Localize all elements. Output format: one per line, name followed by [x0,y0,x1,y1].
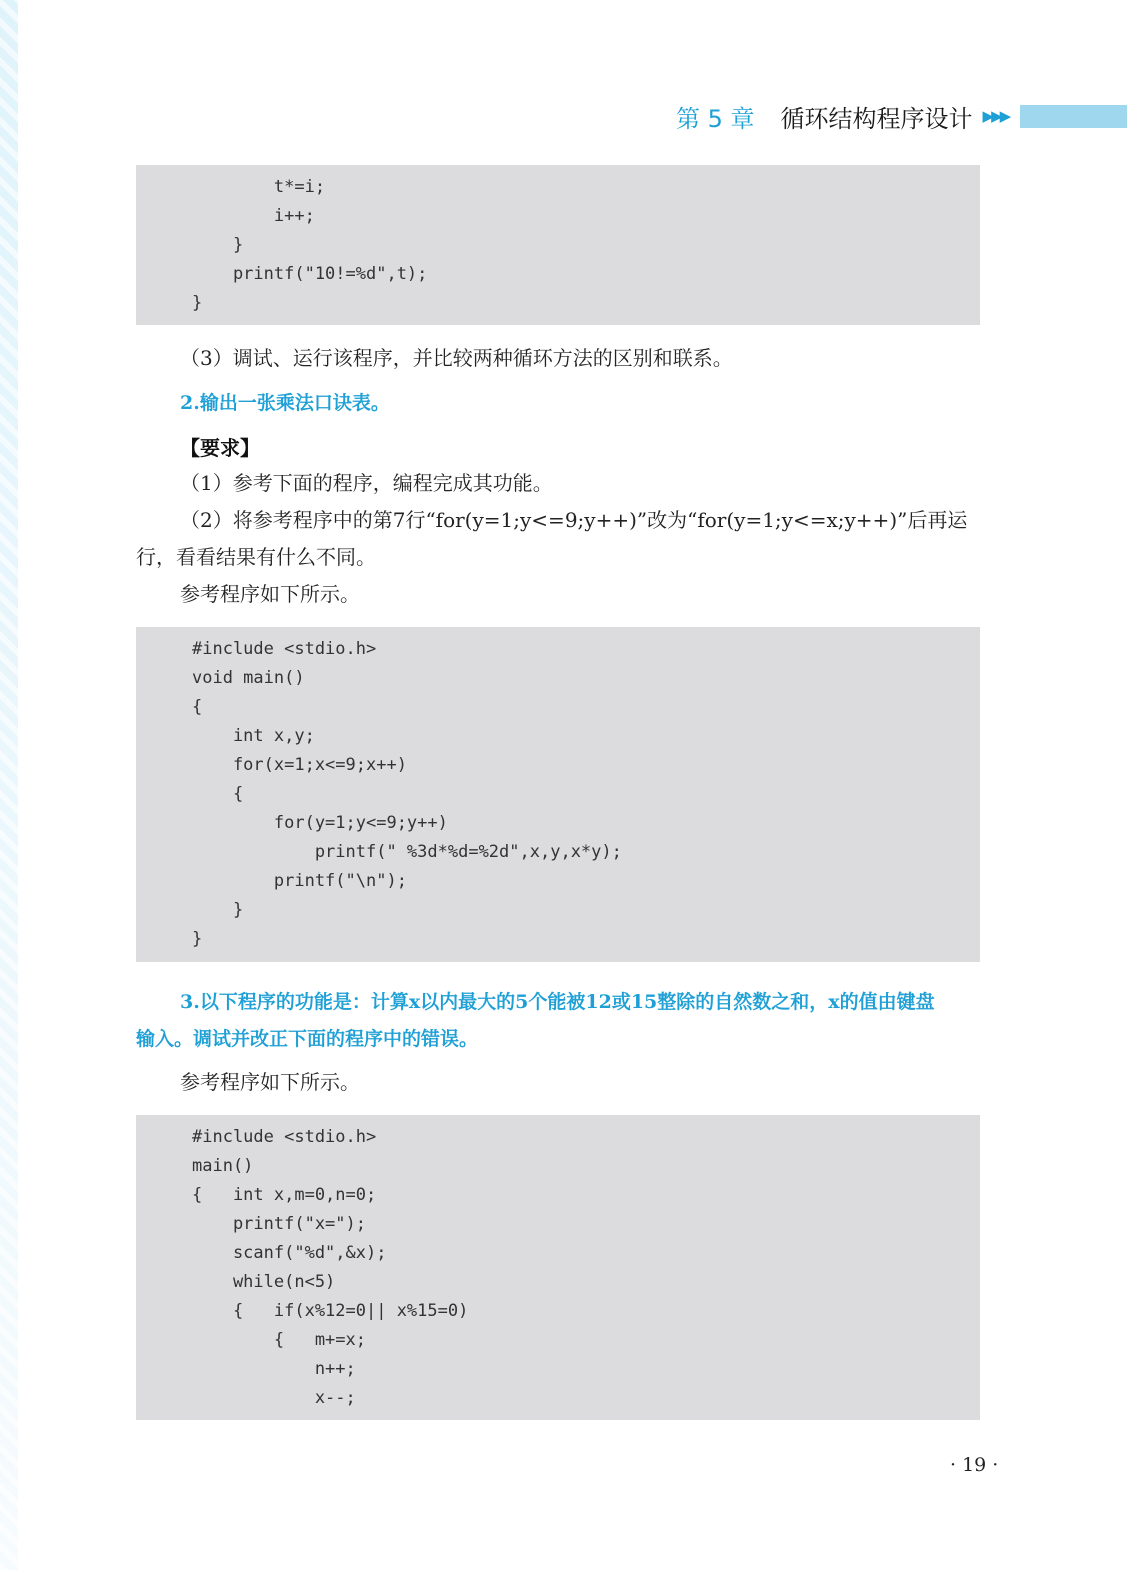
triple-arrow-icon: ▶▶▶ [982,107,1009,125]
requirement-2-line-1: （2）将参考程序中的第7行“for(y=1;y<=9;y++)”改为“for(y=1;y<=x;y++)”后再运 [180,508,968,532]
page-number: · 19 · [950,1454,999,1476]
code-block-2 [136,627,980,962]
requirement-1: （1）参考下面的程序，编程完成其功能。 [180,471,553,495]
header-accent-bar [1020,105,1127,128]
code-line: x--; [192,1388,356,1408]
code-line: while(n<5) [192,1272,336,1292]
chapter-header [676,98,1008,134]
code-line: { [192,784,244,804]
code-line: i++; [192,206,315,226]
code-block-3 [136,1115,980,1420]
section-3-title-line-2: 输入。调试并改正下面的程序中的错误。 [136,1028,479,1050]
code-line: printf("x="); [192,1214,366,1234]
code-line: for(x=1;x<=9;x++) [192,755,407,775]
code-line: { m+=x; [192,1330,366,1350]
code-line: } [192,235,244,255]
step-3-text: （3）调试、运行该程序，并比较两种循环方法的区别和联系。 [180,346,733,370]
code-line: t*=i; [192,177,326,197]
requirements-label: 【要求】 [180,436,260,460]
side-strip-pattern [0,0,18,1570]
code-line: } [192,929,203,949]
code-line: printf(" %3d*%d=%2d",x,y,x*y); [192,842,622,862]
code-line: #include <stdio.h> [192,639,377,659]
code-line: printf("10!=%d",t); [192,264,428,284]
code-line: void main() [192,668,305,688]
section-2-title: 2.输出一张乘法口诀表。 [180,392,390,414]
code-line: #include <stdio.h> [192,1127,377,1147]
code-line: n++; [192,1359,356,1379]
code-line: { int x,m=0,n=0; [192,1185,377,1205]
decorative-side-strip [0,0,18,1570]
chapter-label: 第 5 章 [676,104,755,133]
code-line: scanf("%d",&x); [192,1243,387,1263]
section-3-title-line-1: 3.以下程序的功能是：计算x以内最大的5个能被12或15整除的自然数之和，x的值由键盘 [180,991,935,1013]
code-line: printf("\n"); [192,871,407,891]
chapter-title: 循环结构程序设计 [780,104,973,133]
requirement-2-line-2: 行，看看结果有什么不同。 [136,545,376,569]
code-line: for(y=1;y<=9;y++) [192,813,448,833]
code-line: { if(x%12=0|| x%15=0) [192,1301,469,1321]
code-line: } [192,900,244,920]
code-line: int x,y; [192,726,315,746]
reference-label-2: 参考程序如下所示。 [180,582,360,606]
reference-label-3: 参考程序如下所示。 [180,1070,360,1094]
code-line: main() [192,1156,254,1176]
code-line: { [192,697,203,717]
code-block-1 [136,165,980,325]
code-line: } [192,293,203,313]
